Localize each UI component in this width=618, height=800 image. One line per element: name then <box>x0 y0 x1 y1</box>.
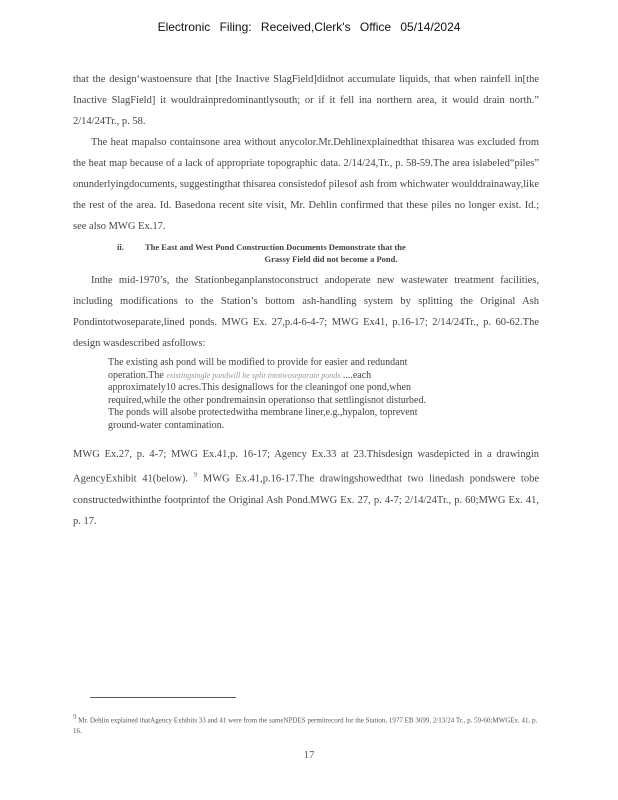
quote-line-2-end: ....each <box>342 369 372 381</box>
footnote-divider <box>90 697 236 698</box>
quote-line-4: required,while the other pondremainsin operationso that settlingisnot disturbed. <box>108 394 426 406</box>
quote-line-2-start: operation.The <box>108 369 164 381</box>
paragraph-4-after: MWG Ex.41,p.16-17.The drawingshowedthat two linedash pondswere tobe constructedwithinthe footprintof the Original Ash Pond.MWG Ex. 27, p. 4-7; 2/14/24Tr., p. 60;MWG Ex. 41, p. 17. <box>73 473 539 527</box>
quote-line-2 <box>108 370 498 383</box>
footnote <box>73 712 539 736</box>
paragraph-3: Inthe mid-1970’s, the Stationbeganplanstoconstruct andoperate new wastewater treatment facilities, including modifications to the Station’s bottom ash-handling system by splitting the Original Ash Pondintotwoseparate,lined ponds. MWG Ex. 27,p.4-6-4-7; MWG Ex41, p.16-17; 2/14/24Tr., p. 60-62.The design wasdescribed asfollows: <box>73 275 539 349</box>
paragraph-2: The heat mapalso containsone area without anycolor.Mr.Dehlinexplainedthat thisarea was excluded from the heat map because of a lack of appropriate topographic data. 2/14/24,Tr., p. 58-59.The area islabeled“piles” onunderlyingdocuments, suggestingthat thisarea consistedof pilesof ash from whichwater woulddrainaway,like the rest of the area. Id. Basedona recent site visit, Mr. Dehlin confirmed that these piles no longer exist. Id.; see also MWG Ex.17. <box>73 137 539 232</box>
heading-number: ii. <box>117 242 124 252</box>
paragraph-4 <box>73 444 539 532</box>
quote-line-5: The ponds will alsobe protectedwitha membrane liner,e.g.,hypalon, toprevent <box>108 407 418 418</box>
footnote-marker: 9 <box>73 713 77 721</box>
heading-line-1: The East and West Pond Construction Documents Demonstrate that the <box>145 242 406 252</box>
block-quote <box>108 357 498 432</box>
page-number: 17 <box>303 749 315 761</box>
footnote-text: Mr. Dehlin explained thatAgency Exhibits 33 and 41 were from the sameNPDES permitrecord for the Station, 1977 EB 3699. 2/13/24 Tr., p. 59-60;MWGEx. 41, p. 16. <box>73 716 538 735</box>
heading-line-2: Grassy Field did not become a Pond. <box>264 254 398 264</box>
quote-line-1: The existing ash pond will be modified to provide for easier and redundant <box>108 357 408 368</box>
footnote-reference[interactable]: 9 <box>193 471 198 479</box>
paragraph-1: that the design‘wastoensure that [the Inactive SlagField]didnot accumulate liquids, that when rainfell in[the Inactive SlagField] it wouldrainpredominantlysouth; or if it fell ina northern area, it would drain north.” 2/14/24Tr., p. 58. <box>73 74 539 127</box>
section-heading <box>117 241 517 265</box>
quote-line-2-italic: existingsingle pondwill be split intotwoseparate ponds <box>166 370 341 380</box>
quote-line-6: ground-water contamination. <box>108 419 225 431</box>
paragraph-4-before: MWG Ex.27, p. 4-7; MWG Ex.41,p. 16-17; Agency Ex.33 at 23.Thisdesign wasdepicted in a drawingin AgencyExhibit 41(below). <box>73 449 539 485</box>
filing-header: Electronic Filing: Received,Clerk's Office 05/14/2024 <box>157 20 461 34</box>
quote-line-3: approximately10 acres.This designallows for the cleaningof one pond,when <box>108 382 411 393</box>
